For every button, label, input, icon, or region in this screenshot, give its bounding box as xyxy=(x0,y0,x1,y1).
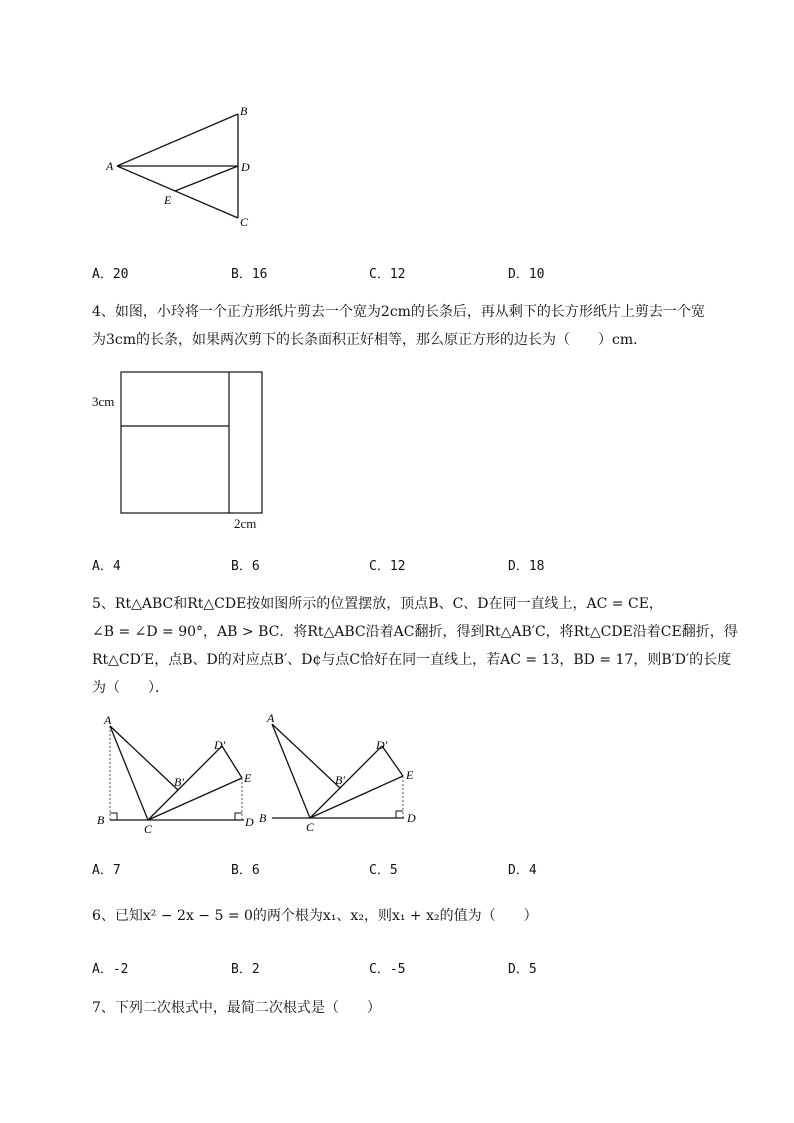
q5l-line-AB2 xyxy=(110,726,178,790)
q5r-label-B: B xyxy=(259,811,267,825)
q4-option-c[interactable]: C．12 xyxy=(369,559,406,574)
q3-line-DE xyxy=(175,166,238,191)
q6-question: 6、已知x² − 2x − 5 = 0的两个根为x₁、x₂，则x₁ + x₂的值为（ ） xyxy=(92,908,538,924)
q6-option-c[interactable]: C．-5 xyxy=(369,962,406,977)
q4-label-2cm: 2cm xyxy=(234,516,257,531)
q3-label-E: E xyxy=(164,193,172,207)
q5l-label-D2: D′ xyxy=(214,738,226,752)
q4-label-3cm: 3cm xyxy=(92,394,115,409)
q4-outer-square xyxy=(121,372,262,513)
q3-label-A: A xyxy=(106,159,114,173)
q4-option-b[interactable]: B．6 xyxy=(231,559,260,574)
q5r-line-AB2 xyxy=(272,724,340,788)
q5-figure-right xyxy=(258,712,428,837)
q3-option-b[interactable]: B．16 xyxy=(231,267,268,282)
q5r-line-CE xyxy=(310,776,403,818)
q4-question-line1: 4、如图，小玲将一个正方形纸片剪去一个宽为2cm的长条后，再从剩下的长方形纸片上剪去一个宽 xyxy=(92,304,705,320)
q5-figure-left xyxy=(92,712,262,837)
q7-question: 7、下列二次根式中，最简二次根式是（ ） xyxy=(92,1000,381,1016)
q3-option-c[interactable]: C．12 xyxy=(369,267,406,282)
q5l-label-D: D xyxy=(245,815,254,829)
q5l-right-angle-D xyxy=(235,813,242,820)
q4-option-d[interactable]: D．18 xyxy=(508,559,545,574)
q3-option-d[interactable]: D．10 xyxy=(508,267,545,282)
q5r-label-E: E xyxy=(406,768,414,782)
q5l-label-B2: B′ xyxy=(174,775,184,789)
q6-option-b[interactable]: B．2 xyxy=(231,962,260,977)
q5r-label-B2: B′ xyxy=(335,773,345,787)
q5l-line-CD2 xyxy=(148,746,222,820)
q5l-line-CE xyxy=(148,778,242,820)
q5r-line-CD2 xyxy=(310,746,382,818)
q5r-label-C: C xyxy=(306,820,315,834)
q5r-right-angle-D xyxy=(396,811,403,818)
q5r-label-D2: D′ xyxy=(376,738,388,752)
q5r-label-A: A xyxy=(267,712,275,725)
q3-label-B: B xyxy=(240,104,248,118)
q5r-label-D: D xyxy=(407,811,416,825)
q4-square-figure xyxy=(90,368,270,536)
q5-question-line3: Rt△CD′E，点B、D的对应点B′、D¢与点C恰好在同一直线上，若AC = 13，BD = 17，则B′D′的长度 xyxy=(92,652,732,668)
q5l-line-AC xyxy=(110,726,148,820)
q5-question-line4: 为（ ）． xyxy=(92,680,169,696)
q5r-line-AC xyxy=(272,724,310,818)
q4-question-line2: 为3cm的长条，如果两次剪下的长条面积正好相等，那么原正方形的边长为（ ）cm． xyxy=(92,332,648,348)
q3-option-a[interactable]: A．20 xyxy=(92,267,129,282)
q5l-label-E: E xyxy=(244,771,252,785)
q5l-label-B: B xyxy=(97,813,105,827)
q3-label-D: D xyxy=(241,160,250,174)
q5-option-b[interactable]: B．6 xyxy=(231,863,260,878)
q5l-right-angle-B xyxy=(110,813,117,820)
q5-option-c[interactable]: C．5 xyxy=(369,863,398,878)
q3-line-AB xyxy=(117,114,238,166)
q5-question-line1: 5、Rt△ABC和Rt△CDE按如图所示的位置摆放，顶点B、C、D在同一直线上，AC = CE， xyxy=(92,596,663,612)
q5l-label-A: A xyxy=(104,713,112,727)
q5-option-d[interactable]: D．4 xyxy=(508,863,537,878)
q5-question-line2: ∠B = ∠D = 90°，AB > BC．将Rt△ABC沿着AC翻折，得到Rt△AB′C，将Rt△CDE沿着CE翻折，得 xyxy=(92,624,738,640)
q4-option-a[interactable]: A．4 xyxy=(92,559,121,574)
q3-label-C: C xyxy=(240,215,249,229)
q6-option-a[interactable]: A．-2 xyxy=(92,962,129,977)
q5l-label-C: C xyxy=(144,822,153,836)
q3-triangle-figure xyxy=(100,100,270,235)
q5-option-a[interactable]: A．7 xyxy=(92,863,121,878)
q6-option-d[interactable]: D．5 xyxy=(508,962,537,977)
